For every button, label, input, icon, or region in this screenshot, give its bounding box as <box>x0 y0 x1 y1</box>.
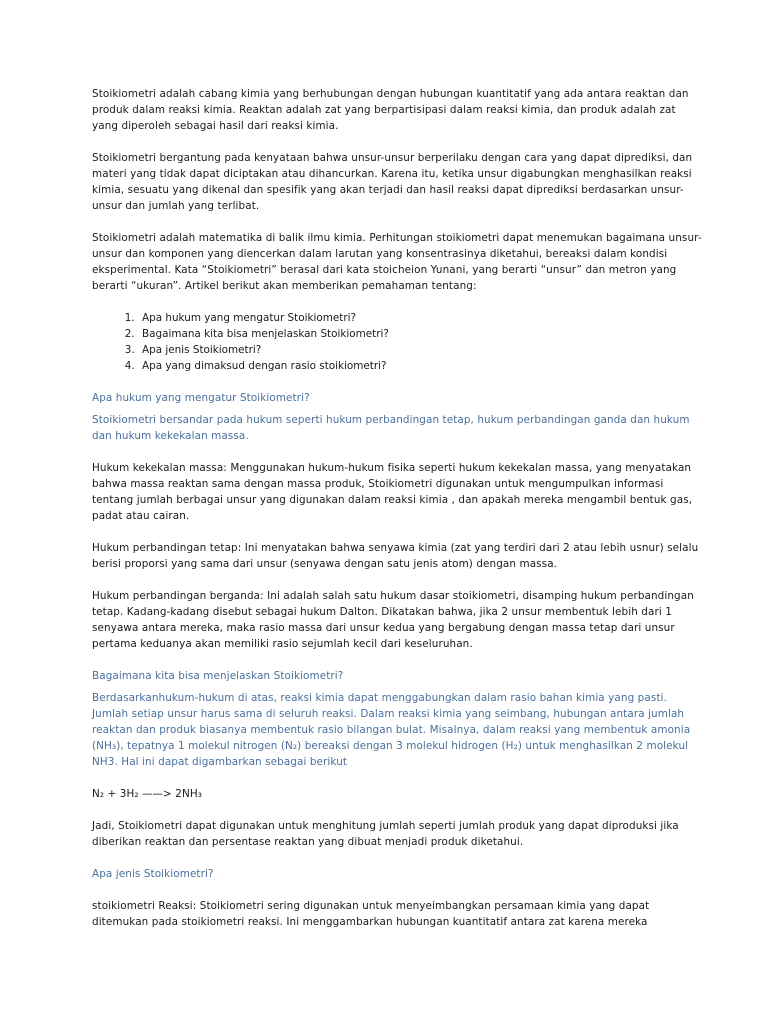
chemical-equation: N₂ + 3H₂ ——> 2NH₃ <box>92 788 202 800</box>
list-item: 2. Bagaimana kita bisa menjelaskan Stoikiometri? <box>138 326 704 342</box>
list-item: 4. Apa yang dimaksud dengan rasio stoikiometri? <box>138 358 704 374</box>
list-item: 3. Apa jenis Stoikiometri? <box>138 342 704 358</box>
list-item: 1. Apa hukum yang mengatur Stoikiometri? <box>138 310 704 326</box>
text-clip <box>92 898 704 944</box>
section-heading-laws: Apa hukum yang mengatur Stoikiometri? <box>92 392 310 404</box>
section-intro-laws: Stoikiometri bersandar pada hukum seperti hukum perbandingan tetap, hukum perbandingan ganda dan hukum dan hukum kekekalan massa. <box>92 414 690 442</box>
paragraph-conclusion: Jadi, Stoikiometri dapat digunakan untuk menghitung jumlah seperti jumlah produk yang dapat diproduksi jika diberikan reaktan dan persentase reaktan yang dibuat menjadi produk diketahui. <box>92 820 679 848</box>
paragraph-mathematics: Stoikiometri adalah matematika di balik ilmu kimia. Perhitungan stoikiometri dapat menemukan bagaimana unsur-unsur dan komponen yang diencerkan dalam larutan yang konsentrasinya diketahui, bereaksi dalam kondisi eksperimental. Kata “Stoikiometri” berasal dari kata stoicheion Yunani, yang berarti “unsur” dan metron yang berarti “ukuran”. Artikel berikut akan memberikan pemahaman tentang: <box>92 232 702 292</box>
table-of-contents-list <box>92 310 704 374</box>
section-heading-explain: Bagaimana kita bisa menjelaskan Stoikiometri? <box>92 670 344 682</box>
paragraph-definition: Stoikiometri adalah cabang kimia yang berhubungan dengan hubungan kuantitatif yang ada antara reaktan dan produk dalam reaksi kimia. Reaktan adalah zat yang berpartisipasi dalam reaksi kimia, dan produk adalah zat yang diperoleh sebagai hasil dari reaksi kimia. <box>92 88 689 132</box>
paragraph-law-conservation-mass: Hukum kekekalan massa: Menggunakan hukum-hukum fisika seperti hukum kekekalan massa, yang menyatakan bahwa massa reaktan sama dengan massa produk, Stoikiometri digunakan untuk mengumpulkan informasi tentang jumlah berbagai unsur yang digunakan dalam reaksi kimia , dan apakah mereka mengambil bentuk gas, padat atau cairan. <box>92 462 693 522</box>
paragraph-prediction: Stoikiometri bergantung pada kenyataan bahwa unsur-unsur berperilaku dengan cara yang dapat diprediksi, dan materi yang tidak dapat diciptakan atau dihancurkan. Karena itu, ketika unsur digabungkan menghasilkan reaksi kimia, sesuatu yang dikenal dan spesifik yang akan terjadi dan hasil reaksi dapat diprediksi berdasarkan unsur-unsur dan jumlah yang terlibat. <box>92 152 693 212</box>
paragraph-reaction-stoichiometry: stoikiometri Reaksi: Stoikiometri sering digunakan untuk menyeimbangkan persamaan kimia yang dapat ditemukan pada stoikiometri reaksi. Ini menggambarkan hubungan kuantitatif antara zat karena mereka <box>92 900 650 928</box>
paragraph-law-multiple-proportions: Hukum perbandingan berganda: Ini adalah salah satu hukum dasar stoikiometri, disamping hukum perbandingan tetap. Kadang-kadang disebut sebagai hukum Dalton. Dikatakan bahwa, jika 2 unsur membentuk lebih dari 1 senyawa antara mereka, maka rasio massa dari unsur kedua yang bergabung dengan massa tetap dari unsur pertama keduanya akan memiliki rasio sejumlah kecil dari keseluruhan. <box>92 590 694 650</box>
section-body-explain: Berdasarkanhukum-hukum di atas, reaksi kimia dapat menggabungkan dalam rasio bahan kimia yang pasti. Jumlah setiap unsur harus sama di seluruh reaksi. Dalam reaksi kimia yang seimbang, hubungan antara jumlah reaktan dan produk biasanya membentuk rasio bilangan bulat. Misalnya, dalam reaksi yang membentuk amonia (NH₃), tepatnya 1 molekul nitrogen (N₂) bereaksi dengan 3 molekul hidrogen (H₂) untuk menghasilkan 2 molekul NH3. Hal ini dapat digambarkan sebagai berikut <box>92 692 691 768</box>
section-heading-types: Apa jenis Stoikiometri? <box>92 868 214 880</box>
paragraph-law-definite-proportions: Hukum perbandingan tetap: Ini menyatakan bahwa senyawa kimia (zat yang terdiri dari 2 atau lebih usnur) selalu berisi proporsi yang sama dari unsur (senyawa dengan satu jenis atom) dengan massa. <box>92 542 699 570</box>
